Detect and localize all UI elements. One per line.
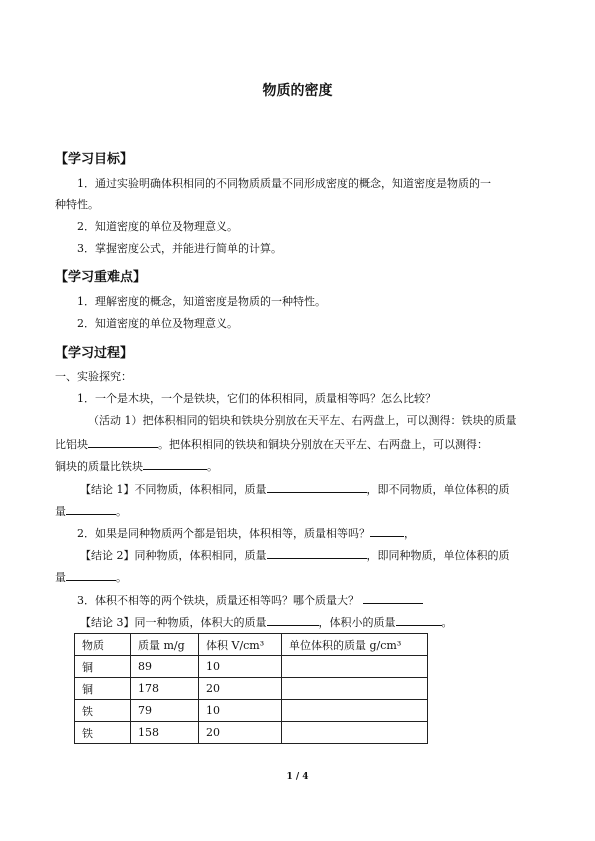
table-cell[interactable] xyxy=(282,700,428,722)
table-cell: 89 xyxy=(131,656,199,678)
process-text: 比铝块 xyxy=(55,438,88,451)
process-text: 量 xyxy=(55,571,66,584)
section-heading-key-points: 【学习重难点】 xyxy=(55,270,147,285)
conclusion-2-line-2 xyxy=(55,569,127,585)
answer-blank[interactable] xyxy=(66,503,116,515)
process-text: ， xyxy=(404,527,415,540)
process-text: 。 xyxy=(116,571,127,584)
table-cell: 铜 xyxy=(75,678,131,700)
process-line-2: 1．一个是木块，一个是铁块，它们的体积相同，质量相等吗？怎么比较？ xyxy=(77,392,436,405)
page-number: 1 / 4 xyxy=(286,772,309,782)
table-cell: 铁 xyxy=(75,722,131,744)
section-heading-goals: 【学习目标】 xyxy=(55,152,134,167)
conclusion-1-line-1 xyxy=(80,481,510,497)
answer-blank[interactable] xyxy=(267,614,319,626)
process-text: 2．如果是同种物质两个都是铝块，体积相等，质量相等吗？ xyxy=(77,527,370,540)
density-data-table xyxy=(74,633,428,744)
process-text: 【结论 1】不同物质，体积相同，质量 xyxy=(80,483,267,496)
section-heading-process: 【学习过程】 xyxy=(55,346,134,361)
table-cell: 20 xyxy=(199,678,282,700)
process-line-4 xyxy=(55,436,488,452)
process-line-5 xyxy=(55,458,218,474)
process-text: 【结论 2】同种物质，体积相同，质量 xyxy=(80,549,267,562)
table-cell[interactable] xyxy=(282,656,428,678)
table-header-cell: 体积 V/cm³ xyxy=(199,634,282,656)
process-text: 。 xyxy=(207,460,218,473)
table-cell: 10 xyxy=(199,656,282,678)
key-point-line-1: 1．理解密度的概念，知道密度是物质的一种特性。 xyxy=(77,295,326,308)
process-text: 。 xyxy=(441,616,453,629)
process-text: ，即不同物质，单位体积的质 xyxy=(366,483,510,496)
conclusion-3-line xyxy=(80,614,453,630)
answer-blank[interactable] xyxy=(66,569,116,581)
page-title: 物质的密度 xyxy=(262,83,333,99)
table-cell: 158 xyxy=(131,722,199,744)
conclusion-2-line-1 xyxy=(80,547,510,563)
goal-line-2: 种特性。 xyxy=(55,198,99,211)
process-line-1: 一、实验探究： xyxy=(55,370,132,383)
process-line-3: （活动 1）把体积相同的铝块和铁块分别放在天平左、右两盘上，可以测得：铁块的质量 xyxy=(88,414,517,427)
process-text: 3．体积不相等的两个铁块，质量还相等吗？哪个质量大？ xyxy=(77,594,359,607)
answer-blank[interactable] xyxy=(88,436,158,448)
table-cell[interactable] xyxy=(282,678,428,700)
table-header-cell: 质量 m/g xyxy=(131,634,199,656)
table-row xyxy=(75,700,428,722)
answer-blank[interactable] xyxy=(370,525,404,537)
table-cell: 10 xyxy=(199,700,282,722)
table-cell: 20 xyxy=(199,722,282,744)
conclusion-1-line-2 xyxy=(55,503,127,519)
process-text: 【结论 3】同一种物质，体积大的质量 xyxy=(80,616,267,629)
table-cell[interactable] xyxy=(282,722,428,744)
goal-line-4: 3．掌握密度公式，并能进行简单的计算。 xyxy=(77,242,282,255)
table-cell: 79 xyxy=(131,700,199,722)
key-point-line-2: 2．知道密度的单位及物理意义。 xyxy=(77,317,238,330)
table-row xyxy=(75,722,428,744)
answer-blank[interactable] xyxy=(396,614,442,626)
table-cell: 铁 xyxy=(75,700,131,722)
answer-blank[interactable] xyxy=(267,547,367,559)
goal-line-1: 1．通过实验明确体积相同的不同物质质量不同形成密度的概念，知道密度是物质的一 xyxy=(77,177,491,190)
process-text: ，体积小的质量 xyxy=(318,616,396,629)
process-text: 铜块的质量比铁块 xyxy=(55,460,143,473)
answer-blank[interactable] xyxy=(267,481,367,493)
process-text: 。 xyxy=(116,505,127,518)
table-row xyxy=(75,656,428,678)
process-text: 量 xyxy=(55,505,66,518)
process-line-8 xyxy=(77,525,415,541)
process-line-11 xyxy=(77,592,423,608)
table-header-cell: 单位体积的质量 g/cm³ xyxy=(282,634,428,656)
goal-line-3: 2．知道密度的单位及物理意义。 xyxy=(77,220,238,233)
process-text: ，即同种物质，单位体积的质 xyxy=(366,549,510,562)
table-cell: 178 xyxy=(131,678,199,700)
process-text: 。把体积相同的铁块和铜块分别放在天平左、右两盘上，可以测得： xyxy=(158,438,488,451)
answer-blank[interactable] xyxy=(143,458,207,470)
table-row xyxy=(75,678,428,700)
table-cell: 铜 xyxy=(75,656,131,678)
table-header-row xyxy=(75,634,428,656)
table-header-cell: 物质 xyxy=(75,634,131,656)
answer-blank[interactable] xyxy=(363,592,423,604)
